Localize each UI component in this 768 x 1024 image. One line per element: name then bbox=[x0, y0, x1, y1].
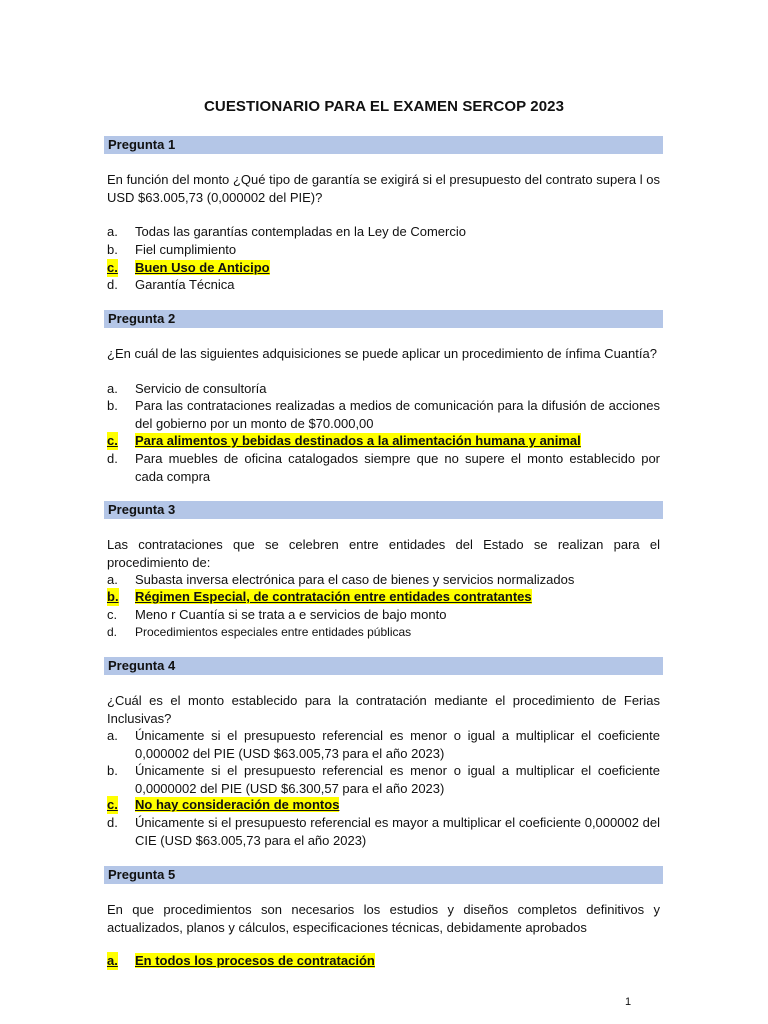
option-letter: b. bbox=[107, 589, 119, 604]
answer-highlight: En todos los procesos de contratación bbox=[135, 953, 375, 968]
option-letter: b. bbox=[107, 242, 118, 257]
page-number: 1 bbox=[625, 996, 632, 1008]
option-text: Únicamente si el presupuesto referencial es menor o igual a multiplicar el coeficiente 0,0000002 del PIE (USD $6.300,57 para el año 2023) bbox=[135, 763, 660, 796]
option-text: Fiel cumplimiento bbox=[135, 242, 237, 257]
option-letter: a. bbox=[107, 381, 118, 396]
option-letter: a. bbox=[107, 224, 118, 239]
question-4-option-b bbox=[107, 762, 660, 798]
option-letter: c. bbox=[107, 797, 118, 812]
question-5-header: Pregunta 5 bbox=[104, 866, 663, 884]
question-2-option-a bbox=[107, 380, 660, 398]
option-text: Para muebles de oficina catalogados siempre que no supere el monto establecido por cada compra bbox=[135, 451, 660, 484]
page-title: CUESTIONARIO PARA EL EXAMEN SERCOP 2023 bbox=[203, 98, 565, 115]
question-2-header: Pregunta 2 bbox=[104, 310, 663, 328]
question-1-option-d bbox=[107, 276, 660, 294]
option-letter: a. bbox=[107, 728, 118, 743]
option-text: Todas las garantías contempladas en la Ley de Comercio bbox=[135, 224, 466, 239]
answer-highlight: Régimen Especial, de contratación entre entidades contratantes bbox=[135, 589, 532, 604]
question-2-option-d bbox=[107, 450, 660, 486]
question-3-option-b-answer bbox=[107, 588, 660, 606]
question-4-text: ¿Cuál es el monto establecido para la contratación mediante el procedimiento de Ferias Inclusivas? bbox=[107, 693, 660, 726]
question-4-option-c-answer bbox=[107, 796, 660, 814]
option-letter: d. bbox=[107, 277, 118, 292]
question-3-text: Las contrataciones que se celebren entre entidades del Estado se realizan para el procedimiento de: bbox=[107, 537, 660, 570]
option-text: Servicio de consultoría bbox=[135, 381, 267, 396]
option-letter: c. bbox=[107, 607, 118, 622]
question-1-option-a bbox=[107, 223, 660, 241]
question-3-header: Pregunta 3 bbox=[104, 501, 663, 519]
question-4-header: Pregunta 4 bbox=[104, 657, 663, 675]
option-text: Garantía Técnica bbox=[135, 277, 235, 292]
question-4-option-d bbox=[107, 814, 660, 850]
option-letter: d. bbox=[107, 451, 118, 466]
option-letter: d. bbox=[107, 625, 118, 639]
option-letter: b. bbox=[107, 763, 118, 778]
question-3-option-a bbox=[107, 571, 660, 589]
question-5-option-a-answer bbox=[107, 952, 660, 970]
answer-highlight: Buen Uso de Anticipo bbox=[135, 260, 270, 275]
option-letter: c. bbox=[107, 260, 118, 275]
question-2-option-b bbox=[107, 397, 660, 433]
option-letter: d. bbox=[107, 815, 118, 830]
question-3-option-d bbox=[107, 623, 660, 641]
answer-highlight: No hay consideración de montos bbox=[135, 797, 340, 812]
option-text: Subasta inversa electrónica para el caso de bienes y servicios normalizados bbox=[135, 572, 575, 587]
question-3-option-c bbox=[107, 606, 660, 624]
question-5-text: En que procedimientos son necesarios los estudios y diseños completos definitivos y actualizados, planos y cálculos, especificaciones técnicas, debidamente aprobados bbox=[107, 902, 660, 935]
question-2-text: ¿En cuál de las siguientes adquisiciones se puede aplicar un procedimiento de ínfima Cuantía? bbox=[107, 346, 657, 361]
option-letter: c. bbox=[107, 433, 118, 448]
option-text: Meno r Cuantía si se trata a e servicios de bajo monto bbox=[135, 607, 447, 622]
option-text: Para las contrataciones realizadas a medios de comunicación para la difusión de acciones del gobierno por un monto de $70.000,00 bbox=[135, 398, 660, 431]
question-4-option-a bbox=[107, 727, 660, 763]
option-text: Únicamente si el presupuesto referencial es mayor a multiplicar el coeficiente 0,000002 del CIE (USD $63.005,73 para el año 2023) bbox=[135, 815, 660, 848]
option-letter: b. bbox=[107, 398, 118, 413]
question-1-header: Pregunta 1 bbox=[104, 136, 663, 154]
option-letter: a. bbox=[107, 953, 118, 968]
question-1-option-b bbox=[107, 241, 660, 259]
option-text: Procedimientos especiales entre entidades públicas bbox=[135, 625, 412, 639]
question-1-text: En función del monto ¿Qué tipo de garantía se exigirá si el presupuesto del contrato supera l os USD $63.005,73 (0,000002 del PIE)? bbox=[107, 172, 660, 205]
option-text: Únicamente si el presupuesto referencial es menor o igual a multiplicar el coeficiente 0,000002 del PIE (USD $63.005,73 para el año 2023) bbox=[135, 728, 660, 761]
question-2-option-c-answer bbox=[107, 432, 660, 450]
option-letter: a. bbox=[107, 572, 118, 587]
answer-highlight: Para alimentos y bebidas destinados a la alimentación humana y animal bbox=[135, 433, 581, 448]
question-1-option-c-answer bbox=[107, 259, 660, 277]
